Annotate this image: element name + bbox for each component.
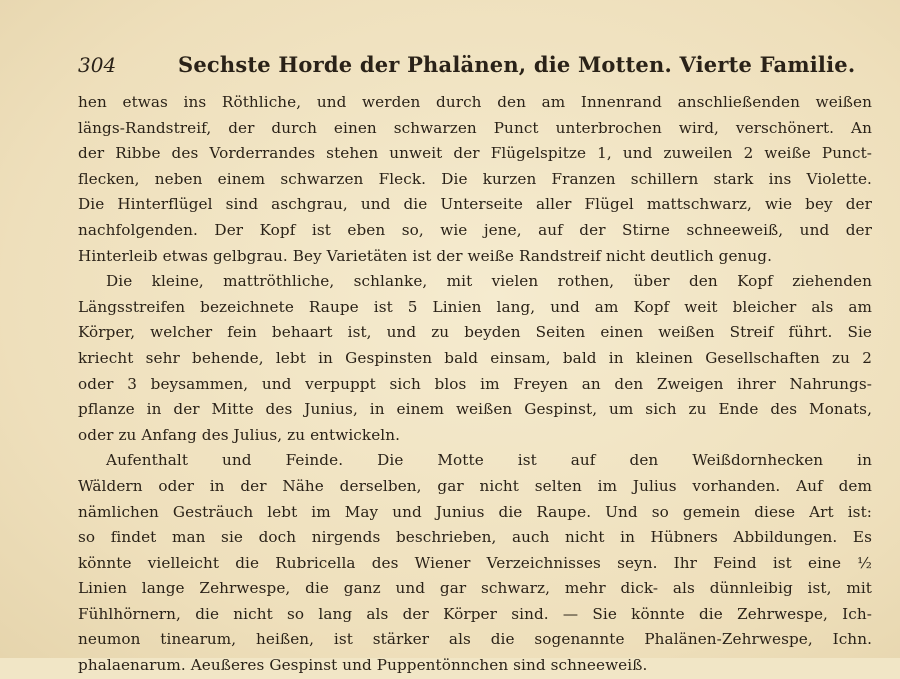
text-line: längs-Randstreif, der durch einen schwarzen Punct unterbrochen wird, verschönert. An (78, 118, 872, 137)
text-line: Längsstreifen bezeichnete Raupe ist 5 Linien lang, und am Kopf weit bleicher als am (78, 297, 872, 316)
text-line: kriecht sehr behende, lebt in Gespinsten bald einsam, bald in kleinen Gesellschaften zu 2 (78, 348, 872, 367)
page-number: 304 (78, 53, 117, 77)
body-text (78, 90, 872, 679)
text-line: Körper, welcher fein behaart ist, und zu beyden Seiten einen weißen Streif führt. Sie (78, 323, 872, 342)
text-line: Die Hinterflügel sind aschgrau, und die Unterseite aller Flügel mattschwarz, wie bey der (78, 195, 872, 214)
text-line: phalaenarum. Aeußeres Gespinst und Puppentönnchen sind schneeweiß. (78, 656, 648, 675)
text-line: Linien lange Zehrwespe, die ganz und gar schwarz, mehr dick- als dünnleibig ist, mit (78, 579, 872, 598)
text-line: oder zu Anfang des Julius, zu entwickeln. (78, 425, 401, 444)
page-header (78, 52, 872, 77)
text-line: Hinterleib etwas gelbgrau. Bey Varietäten ist der weiße Randstreif nicht deutlich genug. (78, 246, 773, 265)
text-line: der Ribbe des Vorderrandes stehen unweit der Flügelspitze 1, und zuweilen 2 weiße Punct- (78, 144, 872, 163)
text-line: könnte vielleicht die Rubricella des Wiener Verzeichnisses seyn. Ihr Feind ist eine ½ (78, 553, 872, 572)
text-line: neumon tinearum, heißen, ist stärker als die sogenannte Phalänen-Zehrwespe, Ichn. (78, 630, 872, 649)
text-line: hen etwas ins Röthliche, und werden durch den am Innenrand anschließenden weißen (78, 93, 872, 111)
text-line: Fühlhörnern, die nicht so lang als der Körper sind. — Sie könnte die Zehrwespe, Ich- (78, 604, 872, 623)
text-line: so findet man sie doch nirgends beschrieben, auch nicht in Hübners Abbildungen. Es (78, 528, 872, 547)
text-line: nämlichen Gesträuch lebt im May und Junius die Raupe. Und so gemein diese Art ist: (78, 502, 872, 521)
text-line: flecken, neben einem schwarzen Fleck. Die kurzen Franzen schillern stark ins Violette. (78, 169, 872, 188)
section-heading-line: Aufenthalt und Feinde. Die Motte ist auf den Weißdornhecken in (106, 451, 872, 470)
text-line: Wäldern oder in der Nähe derselben, gar nicht selten im Julius vorhanden. Auf dem (78, 476, 872, 495)
running-head: Sechste Horde der Phalänen, die Motten. Vierte Familie. (178, 52, 856, 77)
text-line: Die kleine, mattröthliche, schlanke, mit vielen rothen, über den Kopf ziehenden (106, 272, 872, 291)
text-line: oder 3 beysammen, und verpuppt sich blos im Freyen an den Zweigen ihrer Nahrungs- (78, 374, 872, 393)
text-line: nachfolgenden. Der Kopf ist eben so, wie jene, auf der Stirne schneeweiß, und der (78, 220, 872, 239)
text-line: pflanze in der Mitte des Junius, in einem weißen Gespinst, um sich zu Ende des Monats, (78, 400, 872, 419)
